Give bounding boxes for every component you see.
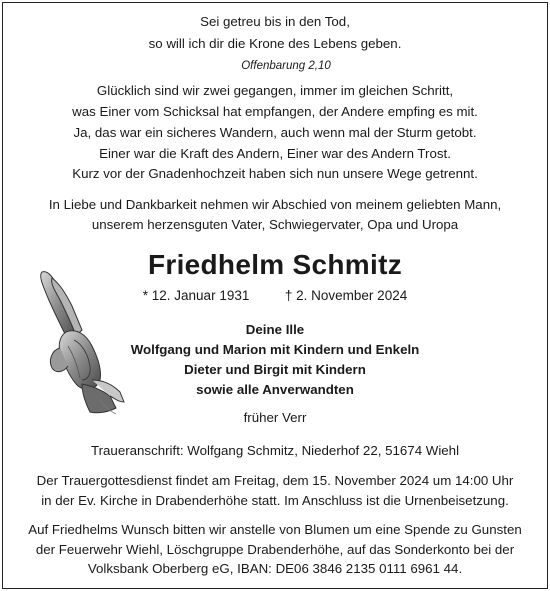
poem-line-3: Ja, das war ein sicheres Wandern, auch wenn mal der Sturm getobt. — [73, 125, 477, 140]
epigraph-source: Offenbarung 2,10 — [241, 60, 331, 72]
intro-text: Kurz vor der Gnadenhochzeit haben sich nun unsere Wege getrennt. — [72, 166, 478, 181]
service-line-2: in der Ev. Kirche in Drabenderhöhe statt. Im Anschluss ist die Urnenbeisetzung. — [41, 493, 509, 508]
formerly-text: früher Verr — [243, 410, 307, 425]
poem-line-2: was Einer vom Schicksal hat empfangen, der Andere empfing es mit. — [72, 104, 478, 119]
poem-line-4: Einer war die Kraft des Andern, Einer war des Andern Trost. — [99, 146, 451, 161]
death-date: † 2. November 2024 — [284, 288, 408, 303]
donation-line-1: Auf Friedhelms Wunsch bitten wir anstelle von Blumen um eine Spende zu Gunsten — [28, 522, 522, 537]
epigraph-line-1: Sei getreu bis in den Tod, — [200, 14, 350, 29]
birth-date: * 12. Januar 1931 — [142, 288, 250, 303]
poem-line-1: Glücklich sind wir zwei gegangen, immer im gleichen Schritt, — [96, 83, 454, 98]
mourner-line-4: sowie alle Anverwandten — [196, 382, 354, 397]
farewell-line-2: unserem herzensguten Vater, Schwiegervater, Opa und Uropa — [91, 217, 459, 232]
deceased-name: Friedhelm Schmitz — [147, 249, 403, 280]
mourner-line-3: Dieter und Birgit mit Kindern — [184, 362, 366, 377]
mourner-line-1: Deine Ille — [245, 322, 305, 337]
donation-line-2: der Feuerwehr Wiehl, Löschgruppe Drabenderhöhe, auf das Sonderkonto bei der — [35, 542, 515, 557]
mourning-address: Traueranschrift: Wolfgang Schmitz, Niederhof 22, 51674 Wiehl — [90, 443, 460, 458]
mourner-line-2: Wolfgang und Marion mit Kindern und Enkeln — [130, 342, 420, 357]
epigraph-line-2: so will ich dir die Krone des Lebens geben. — [148, 36, 402, 51]
service-line-1: Der Trauergottesdienst findet am Freitag, dem 15. November 2024 um 14:00 Uhr — [36, 473, 514, 488]
donation-line-3: Volksbank Oberberg eG, IBAN: DE06 3846 2135 0111 6961 44. — [87, 561, 463, 576]
farewell-line-1: In Liebe und Dankbarkeit nehmen wir Abschied von meinem geliebten Mann, — [48, 197, 502, 212]
